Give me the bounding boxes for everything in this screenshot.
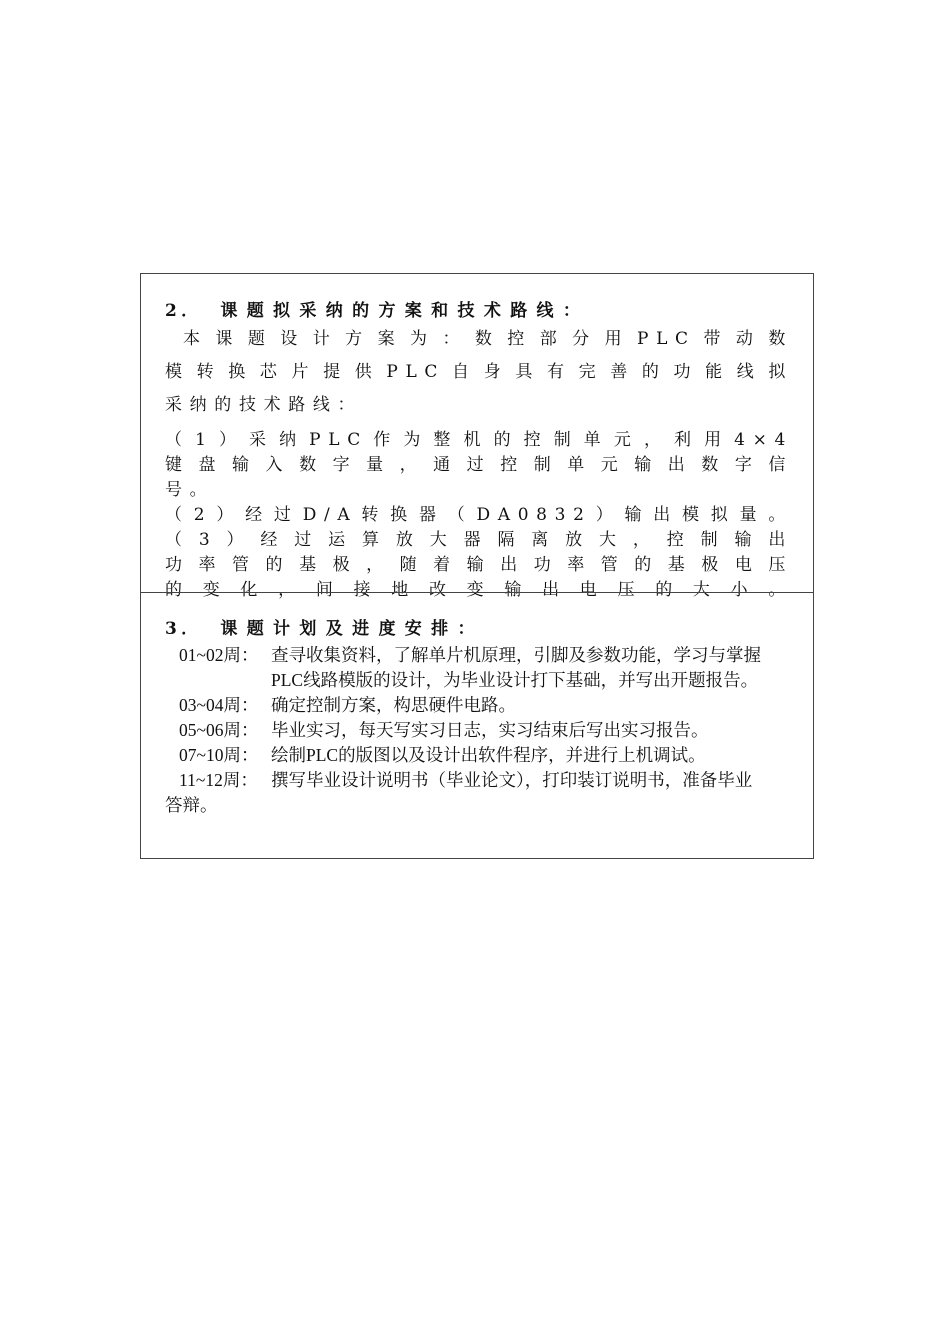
section-2-line: （3）经过运算放大器隔离放大，控制输出: [165, 530, 793, 550]
schedule-text: 查寻收集资料，了解单片机原理，引脚及参数功能，学习与掌握PLC线路模版的设计，为毕业设计打下基础，并写出开题报告。: [271, 645, 761, 690]
schedule-item: [165, 693, 809, 718]
schedule-item: [165, 793, 809, 818]
section-2-number: 2．: [165, 301, 203, 321]
section-divider: [141, 592, 813, 593]
schedule-item: [165, 743, 809, 768]
section-2-line: 号。: [165, 480, 215, 500]
schedule-weeks: 11~12周：: [179, 770, 258, 790]
schedule-item: [165, 643, 809, 693]
section-2-line: （1）采纳PLC作为整机的控制单元，利用4×4: [165, 430, 793, 450]
section-3-title: 课题计划及进度安排：: [220, 619, 484, 639]
schedule-text: 绘制PLC的版图以及设计出软件程序，并进行上机调试。: [271, 745, 706, 765]
section-2-title: 课题拟采纳的方案和技术路线：: [220, 301, 590, 321]
schedule-item: [165, 718, 809, 743]
schedule-text: 答辩。: [165, 795, 218, 815]
section-3-number: 3．: [165, 619, 203, 639]
section-2: [165, 296, 793, 603]
section-2-line: 键盘输入数字量，通过控制单元输出数字信: [165, 455, 793, 475]
schedule-text: 毕业实习，每天写实习日志，实习结束后写出实习报告。: [271, 720, 709, 740]
section-3: [165, 614, 809, 818]
schedule-text: 撰写毕业设计说明书（毕业论文），打印装订说明书，准备毕业: [271, 770, 753, 790]
section-2-line: （2）经过D/A转换器（DA0832）输出模拟量。: [165, 505, 793, 525]
form-table: [140, 273, 814, 859]
section-2-line: 采纳的技术路线：: [165, 395, 363, 415]
schedule-weeks: 03~04周：: [179, 695, 259, 715]
section-3-heading: [165, 614, 809, 639]
schedule-weeks: 05~06周：: [179, 720, 259, 740]
section-2-line: 模转换芯片提供PLC自身具有完善的功能线拟: [165, 362, 793, 382]
schedule-weeks: 01~02周：: [179, 645, 259, 665]
section-2-line: 的变化，间接地改变输出电压的大小。: [165, 580, 793, 600]
section-2-line: 本课题设计方案为：数控部分用PLC带动数: [183, 329, 793, 349]
schedule-text: 确定控制方案，构思硬件电路。: [271, 695, 516, 715]
section-2-heading: [165, 296, 793, 321]
section-2-line: 功率管的基极，随着输出功率管的基极电压: [165, 555, 793, 575]
schedule-list: [165, 643, 809, 818]
schedule-item: [165, 768, 809, 793]
schedule-weeks: 07~10周：: [179, 745, 259, 765]
